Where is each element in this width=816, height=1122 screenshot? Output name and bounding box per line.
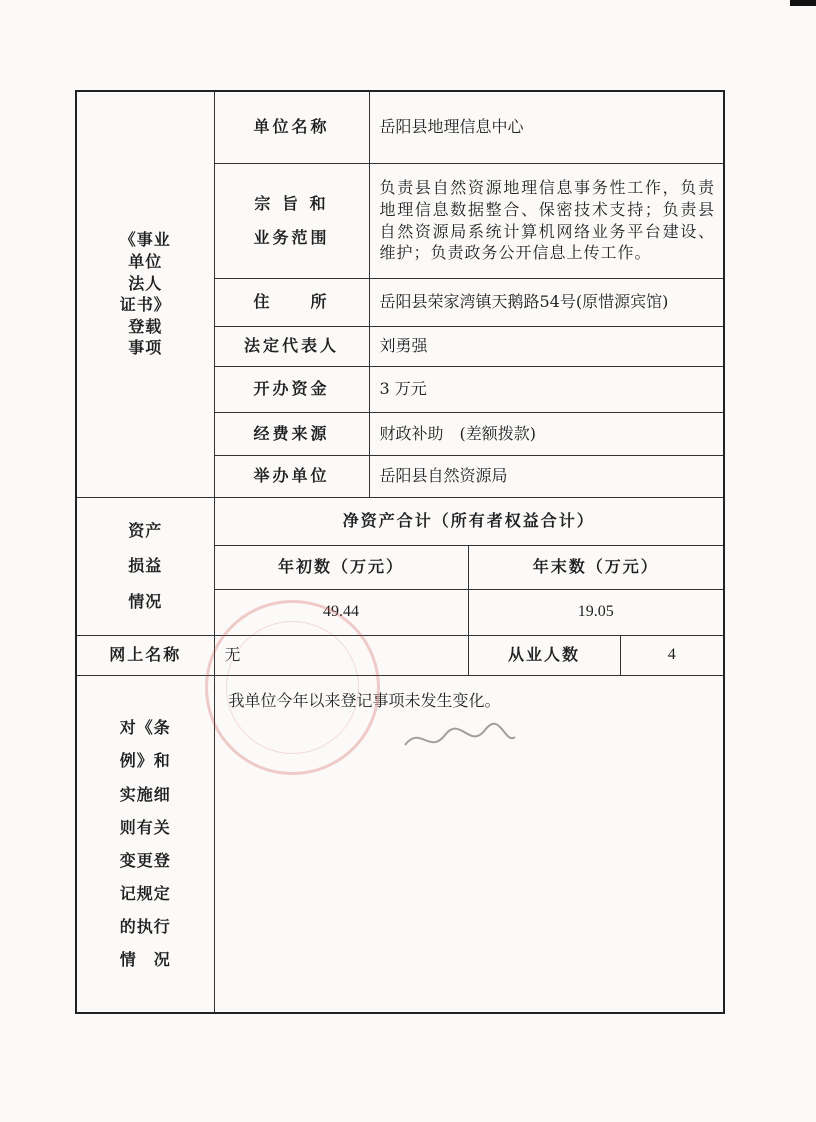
- signature-icon: [400, 715, 520, 765]
- address-value: 岳阳县荣家湾镇天鹅路54号(原惜源宾馆): [369, 278, 724, 326]
- row-unit-name: [76, 91, 724, 163]
- begin-year-label: 年初数（万元）: [214, 545, 468, 589]
- unit-name-value: 岳阳县地理信息中心: [369, 91, 724, 163]
- capital-value: 3 万元: [369, 366, 724, 412]
- sponsor-value: 岳阳县自然资源局: [369, 455, 724, 497]
- online-name-label: 网上名称: [76, 635, 214, 675]
- funding-value: 财政补助 (差额拨款): [369, 412, 724, 455]
- address-label: 住 所: [214, 278, 369, 326]
- compliance-side-label: 对《条 例》和 实施细 则有关 变更登 记规定 的执行 情 况: [76, 675, 214, 1013]
- end-year-value: 19.05: [468, 589, 724, 635]
- assets-side-label: 资产 损益 情况: [76, 497, 214, 635]
- scan-edge-mark: [790, 0, 816, 6]
- legal-rep-value: 刘勇强: [369, 326, 724, 366]
- row-assets-header: [76, 497, 724, 545]
- registration-side-label: 《事业 单位 法人 证书》 登载 事项: [76, 91, 214, 497]
- end-year-label: 年末数（万元）: [468, 545, 724, 589]
- sponsor-label: 举办单位: [214, 455, 369, 497]
- legal-rep-label: 法定代表人: [214, 326, 369, 366]
- online-name-value: 无: [214, 635, 468, 675]
- funding-label: 经费来源: [214, 412, 369, 455]
- scope-value: 负责县自然资源地理信息事务性工作，负责地理信息数据整合、保密技术支持；负责县自然资源局系统计算机网络业务平台建设、维护；负责政务公开信息上传工作。: [369, 163, 724, 278]
- compliance-value: 我单位今年以来登记事项未发生变化。: [214, 675, 724, 1013]
- capital-label: 开办资金: [214, 366, 369, 412]
- begin-year-value: 49.44: [214, 589, 468, 635]
- annual-report-form: [75, 90, 725, 1014]
- net-assets-header: 净资产合计（所有者权益合计）: [214, 497, 724, 545]
- row-online: [76, 635, 724, 675]
- staff-count-label: 从业人数: [468, 635, 620, 675]
- unit-name-label: 单位名称: [214, 91, 369, 163]
- official-seal-icon: [205, 600, 380, 775]
- staff-count-value: 4: [620, 635, 724, 675]
- scope-label: 宗 旨 和 业务范围: [214, 163, 369, 278]
